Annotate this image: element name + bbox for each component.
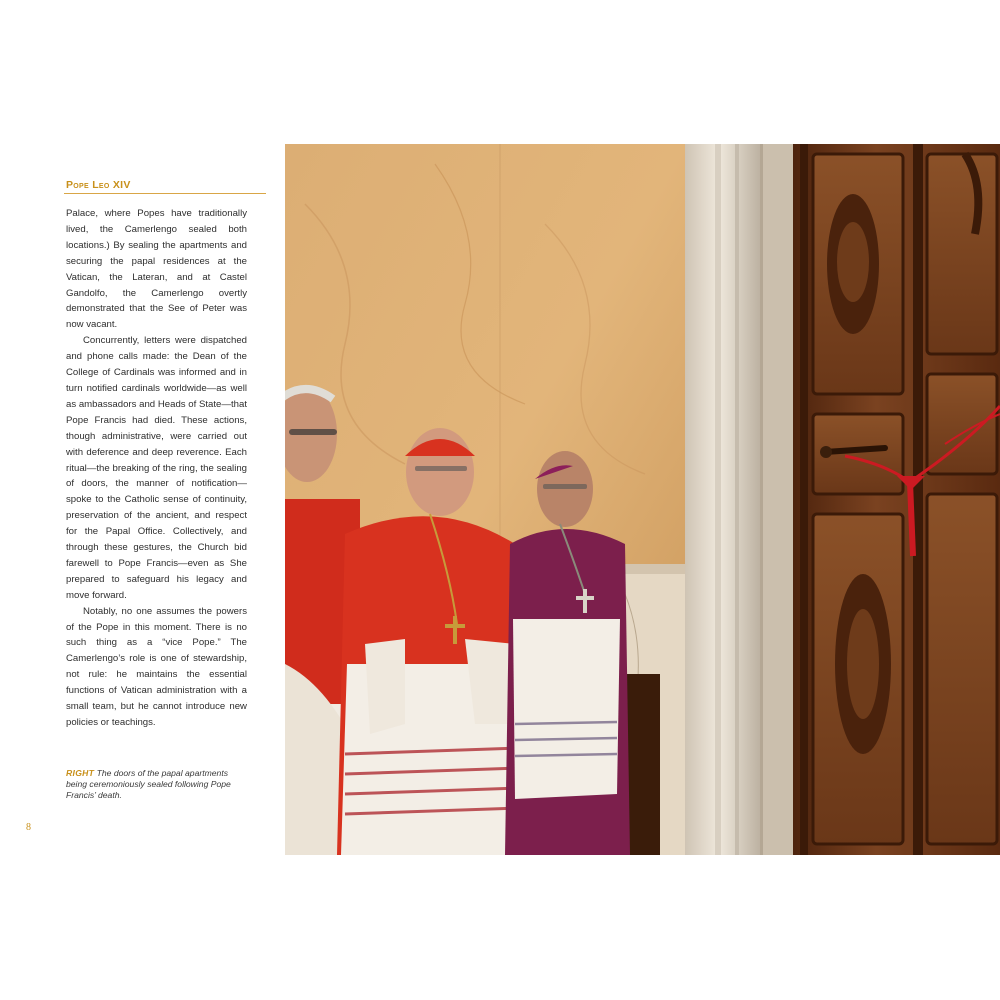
paragraph-2: Concurrently, letters were dispatched and phone calls made: the Dean of the College of Cardinals was informed and in turn notified cardinals worldwide—as well as ambassadors and Heads of State—that Pope Francis had died. These actions, though administrative, were carried out with deference and deep reverence. Each ritual—the breaking of the ring, the sealing of doors, the manner of notification—spoke to the Catholic sense of continuity, preservation of the ancient, and respect for the Papal Office. Collectively, and through these gestures, the Church bid farewell to Pope Francis—even as She prepared to safeguard his legacy and move forward. (66, 335, 247, 601)
caption-text: The doors of the papal apartments being ceremoniously sealed following Pope Francis’ death. (66, 768, 231, 801)
photo-sealing-papal-doors (285, 144, 1000, 855)
running-head: Pope Leo XIV (66, 179, 131, 191)
caption-label: RIGHT (66, 768, 95, 778)
photo-caption (66, 768, 244, 802)
paragraph-1: Palace, where Popes have traditionally lived, the Camerlengo sealed both locations.) By sealing the apartments and securing the papal residences at the Vatican, the Lateran, and at Castel Gandolfo, the Camerlengo overtly demonstrated that the See of Peter was now vacant. (66, 208, 247, 331)
page-number: 8 (26, 822, 31, 833)
paragraph-3: Notably, no one assumes the powers of the Pope in this moment. There is no such thing as a “vice Pope.” The Camerlengo’s role is one of stewardship, not rule: he maintains the essential functions of Vatican administration with a small team, but he cannot introduce new policies or teachings. (66, 605, 247, 728)
running-head-rule (64, 193, 266, 194)
body-text-column (66, 206, 247, 731)
